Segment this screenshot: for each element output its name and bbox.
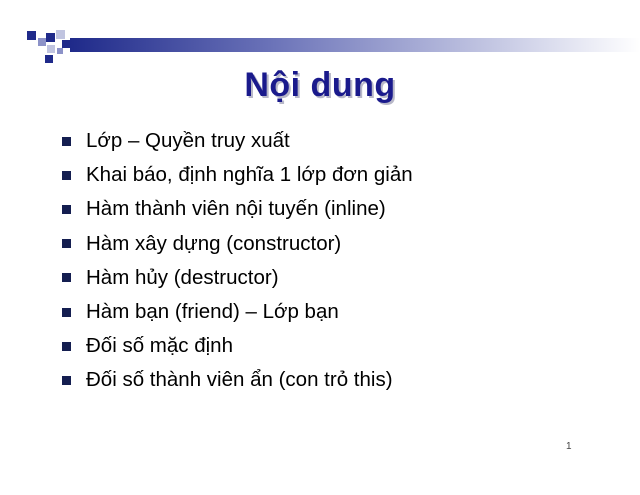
list-item <box>62 295 413 329</box>
bullet-text: Khai báo, định nghĩa 1 lớp đơn giản <box>86 163 413 187</box>
bullet-text: Đối số mặc định <box>86 334 233 358</box>
square-bullet-icon <box>62 239 71 248</box>
header-decoration <box>0 0 640 70</box>
list-item <box>62 158 413 192</box>
page-number: 1 <box>566 441 572 452</box>
bullet-text: Hàm xây dựng (constructor) <box>86 231 342 255</box>
header-squares <box>27 30 70 63</box>
list-item <box>62 124 413 158</box>
bullet-text: Lớp – Quyền truy xuất <box>86 129 290 153</box>
list-item <box>62 363 413 397</box>
square-bullet-icon <box>62 137 71 146</box>
square-bullet-icon <box>62 308 71 317</box>
bullet-text: Hàm thành viên nội tuyến (inline) <box>86 197 386 221</box>
square-bullet-icon <box>62 273 71 282</box>
square-bullet-icon <box>62 171 71 180</box>
bullet-text: Hàm bạn (friend) – Lớp bạn <box>86 300 339 324</box>
square-bullet-icon <box>62 342 71 351</box>
list-item <box>62 227 413 261</box>
list-item <box>62 261 413 295</box>
list-item <box>62 329 413 363</box>
bullet-list <box>62 124 413 398</box>
square-bullet-icon <box>62 205 71 214</box>
square-bullet-icon <box>62 376 71 385</box>
bullet-text: Đối số thành viên ẩn (con trỏ this) <box>86 368 393 392</box>
slide-title: Nội dung <box>244 66 396 104</box>
header-gradient-bar <box>70 38 640 52</box>
list-item <box>62 192 413 226</box>
bullet-text: Hàm hủy (destructor) <box>86 265 279 289</box>
